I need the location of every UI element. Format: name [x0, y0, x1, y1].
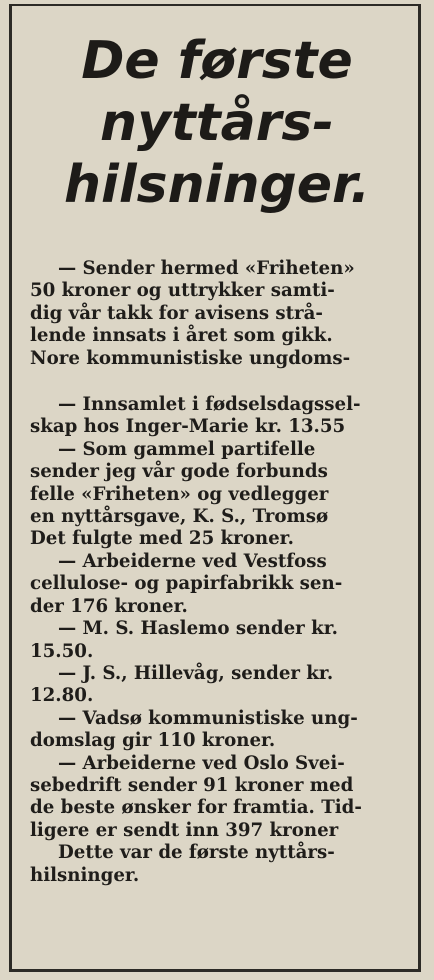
- text-line: cellulose- og papirfabrikk sen-: [30, 573, 343, 595]
- text-line: der 176 kroner.: [30, 595, 188, 617]
- headline-line: hilsninger.: [64, 155, 370, 215]
- article-body: [30, 258, 402, 887]
- text-line: Dette var de første nyttårs-: [58, 842, 335, 864]
- paragraph: [30, 258, 402, 370]
- text-line: — Innsamlet i fødselsdagssel-: [58, 394, 361, 416]
- text-line: 12.80.: [30, 685, 94, 707]
- paragraph: [30, 439, 402, 551]
- text-line: en nyttårsgave, K. S., Tromsø: [30, 506, 329, 528]
- text-line: sebedrift sender 91 kroner med: [30, 774, 354, 796]
- text-line: — J. S., Hillevåg, sender kr.: [58, 662, 334, 684]
- text-line: dig vår takk for avisens strå-: [30, 302, 323, 324]
- paragraph: [30, 618, 402, 663]
- text-line: — Sender hermed «Friheten»: [58, 258, 355, 279]
- text-line: — Som gammel partifelle: [58, 438, 316, 460]
- text-line: sender jeg vår gode forbunds: [30, 461, 328, 483]
- paragraph: [30, 708, 402, 753]
- text-line: skap hos Inger-Marie kr. 13.55: [30, 416, 346, 438]
- text-line: — Arbeiderne ved Oslo Svei-: [58, 752, 345, 774]
- headline-line: nyttårs-: [100, 93, 334, 153]
- text-line: ligere er sendt inn 397 kroner: [30, 819, 339, 841]
- paragraph-gap: [30, 370, 402, 394]
- text-line: Nore kommunistiske ungdoms-: [30, 347, 351, 369]
- text-line: domslag gir 110 kroner.: [30, 730, 276, 752]
- text-line: 15.50.: [30, 640, 94, 662]
- text-line: 50 kroner og uttrykker samti-: [30, 280, 335, 302]
- text-line: — Vadsø kommunistiske ung-: [58, 707, 358, 729]
- text-line: lende innsats i året som gikk.: [30, 325, 333, 347]
- paragraph: [30, 663, 402, 708]
- text-line: Det fulgte med 25 kroner.: [30, 528, 294, 550]
- text-line: — M. S. Haslemo sender kr.: [58, 618, 338, 640]
- text-line: de beste ønsker for framtia. Tid-: [30, 797, 362, 819]
- headline-line: De første: [81, 31, 353, 91]
- paragraph: [30, 394, 402, 439]
- headline: [0, 30, 434, 216]
- text-line: hilsninger.: [30, 864, 140, 886]
- paragraph: [30, 551, 402, 618]
- paragraph: [30, 753, 402, 843]
- paragraph: [30, 842, 402, 887]
- text-line: felle «Friheten» og vedlegger: [30, 483, 329, 505]
- text-line: — Arbeiderne ved Vestfoss: [58, 550, 327, 572]
